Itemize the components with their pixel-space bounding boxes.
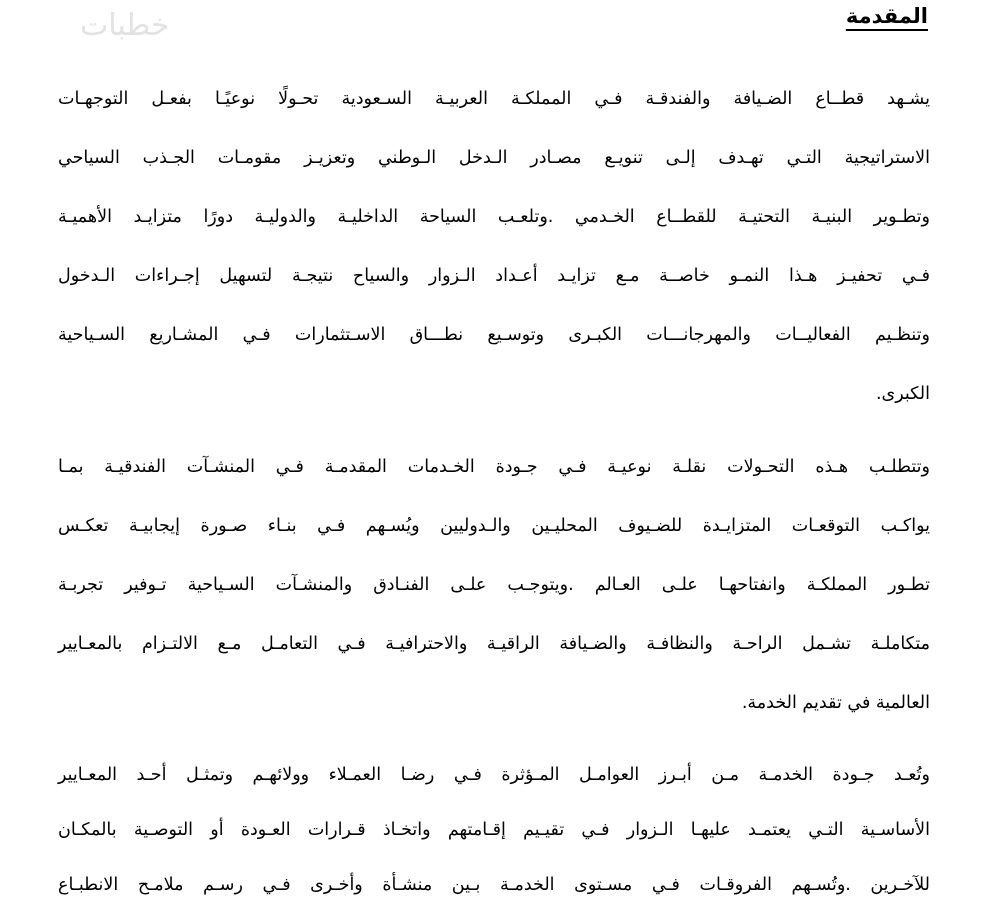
paragraph-1: [58, 70, 930, 424]
text-line: يشـهد قطــاع الضـيافة والفندقـة فـي المملكـة العربيـة السـعودية تحـولًا نوعيًـا بفعـل التوجهـات: [58, 89, 930, 109]
text-line: الأساسـية التـي يعتمـد عليهـا الـزوار فـي تقيـيم إقـامتهم واتخـاذ قـرارات العـودة أو التوصـية بالمكـان: [58, 820, 930, 840]
text-line: وتطـوير البنيـة التحتيـة للقطــاع الخـدمي .وتلعـب السياحة الداخليـة والدوليـة دورًا متزايـد الأهميـة: [58, 207, 930, 227]
paragraph-2: [58, 438, 930, 733]
text-line: للآخـرين .وتُسـهم الفروقـات فـي مسـتوى الخدمـة بـين منشـأة وأخـرى فـي رسـم ملامـح الانطبـاع: [58, 875, 930, 895]
text-line: الاستراتيجية التـي تهـدف إلـى تنويـع مصـادر الـدخل الـوطني وتعزيـز مقومـات الجـذب السياحي: [58, 148, 930, 168]
text-line: العالمية في تقديم الخدمة.: [741, 693, 930, 713]
text-line: وتنظـيم الفعاليــات والمهرجانـــات الكبـرى وتوسـيع نطـــاق الاسـتثمارات فـي المشـاريع السـياحية: [58, 325, 930, 345]
section-heading: المقدمة: [845, 4, 928, 28]
text-line: فـي تحفيـز هـذا النمـو خاصــة مـع تزايـد أعـداد الـزوار والسياح نتيجـة لتسهيل إجـراءات الـدخول: [58, 266, 930, 286]
text-line: تطـور المملكـة وانفتاحهـا علـى العـالم .ويتوجـب علـى الفنـادق والمنشـآت السـياحية تـوفير تجربـة: [58, 575, 930, 595]
text-line: وتُعـد جـودة الخدمـة مـن أبـرز العوامـل المـؤثرة فـي رضـا العمـلاء وولائهـم وتمثـل أحـد المعـايير: [58, 765, 930, 785]
text-line: متكاملـة تشـمل الراحـة والنظافـة والضـيافة الراقيـة والاحترافيـة فـي التعامـل مـع الالتـزام بالمعـايير: [58, 634, 930, 654]
watermark: خطبات: [80, 8, 170, 43]
text-line: الكبرى.: [875, 384, 930, 404]
text-line: وتتطلـب هـذه التحـولات نقلـة نوعيـة فـي جـودة الخـدمات المقدمـة فـي المنشـآت الفندقيـة بمـا: [58, 457, 930, 477]
text-line: يواكـب التوقعـات المتزايـدة للضـيوف المحليـين والـدوليين ويُسـهم فـي بنـاء صـورة إيجابيـة تعكـس: [58, 516, 930, 536]
paragraph-3: [58, 748, 930, 913]
